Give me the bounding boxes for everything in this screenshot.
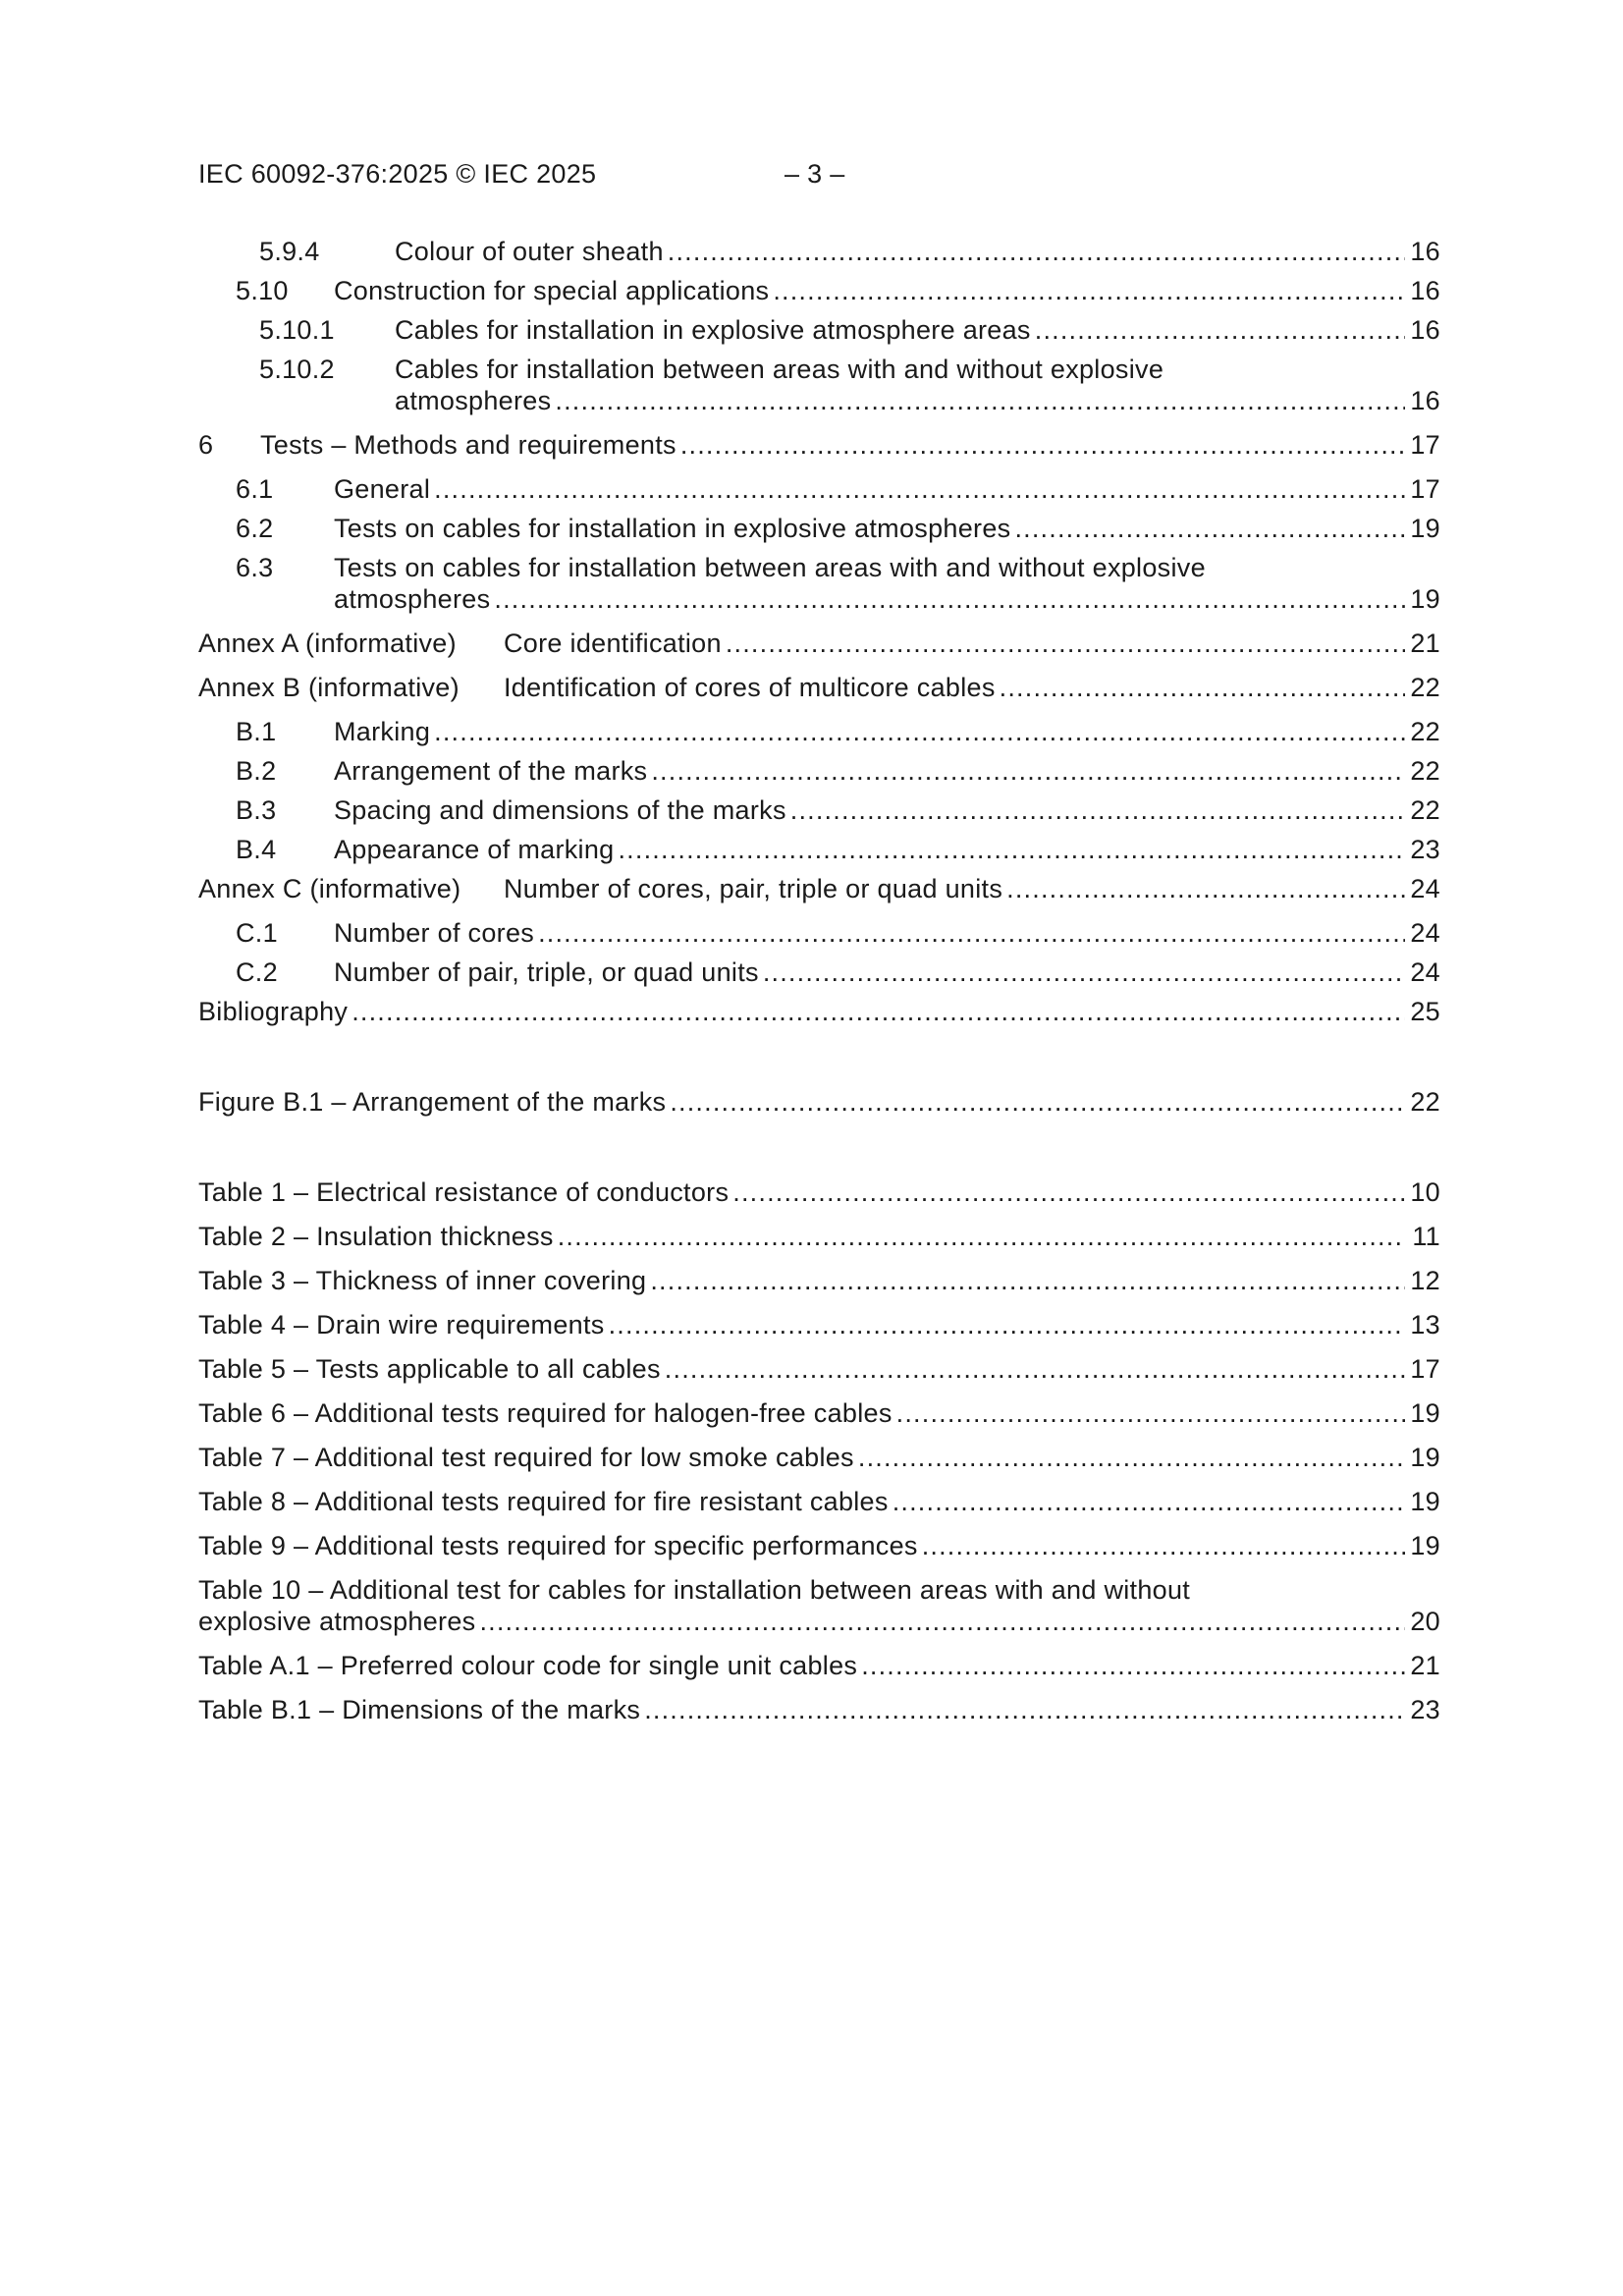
- toc-entry-number: 6.2: [236, 514, 274, 543]
- dot-leader: [555, 385, 1405, 416]
- list-of-tables-entry-5[interactable]: [198, 1353, 1440, 1385]
- toc-entry-title: Cables for installation in explosive atmosphere areas: [395, 314, 1035, 346]
- toc-entry-title: Arrangement of the marks: [334, 755, 651, 787]
- toc-entry-5-10[interactable]: [198, 275, 1440, 306]
- toc-entry-title: Number of cores: [334, 917, 538, 949]
- dot-leader: [558, 1221, 1405, 1252]
- toc-entry-title: Core identification: [504, 628, 726, 659]
- toc-entry-title: Colour of outer sheath: [395, 236, 668, 267]
- dot-leader: [494, 583, 1405, 615]
- toc-entry-title-line1: Tests on cables for installation between areas with and without explosive: [334, 553, 1206, 582]
- list-of-tables-entry-9[interactable]: [198, 1530, 1440, 1561]
- toc-entry-title: Tests on cables for installation in explosive atmospheres: [334, 513, 1014, 544]
- toc-entry-number: B.3: [236, 795, 277, 825]
- toc-entry-number: Annex B (informative): [198, 673, 460, 702]
- toc-entry-number: 6.3: [236, 553, 274, 582]
- dot-leader: [896, 1397, 1405, 1429]
- toc-entry-page: 19: [1410, 514, 1440, 543]
- list-of-figures-entry-b-1[interactable]: [198, 1086, 1440, 1118]
- dot-leader: [726, 628, 1405, 659]
- toc-entry-page: 22: [1410, 717, 1440, 746]
- table-entry-page: 20: [1410, 1607, 1440, 1636]
- toc-entry-6-3[interactable]: [198, 552, 1440, 615]
- table-entry-page: 19: [1410, 1443, 1440, 1472]
- toc-entry-page: 16: [1410, 386, 1440, 415]
- toc-entry-5-9-4[interactable]: [198, 236, 1440, 267]
- toc-entry-c-2[interactable]: [198, 957, 1440, 988]
- toc-entry-number: Annex C (informative): [198, 874, 461, 903]
- table-entry-page: 19: [1410, 1531, 1440, 1560]
- toc-entry-number: B.1: [236, 717, 277, 746]
- toc-entry-title: Tests – Methods and requirements: [260, 429, 680, 461]
- toc-entry-page: 22: [1410, 795, 1440, 825]
- toc-entry-number: Annex A (informative): [198, 629, 457, 658]
- dot-leader: [680, 429, 1405, 461]
- toc-entry-title-line2: atmospheres: [395, 385, 555, 416]
- dot-leader: [763, 957, 1405, 988]
- dot-leader: [609, 1309, 1405, 1340]
- table-entry-title: Table 8 – Additional tests required for fire resistant cables: [198, 1486, 893, 1517]
- list-of-tables-entry-6[interactable]: [198, 1397, 1440, 1429]
- page-header: [198, 159, 845, 190]
- toc-entry-page: 21: [1410, 629, 1440, 658]
- toc-entry-b-4[interactable]: [198, 834, 1440, 865]
- dot-leader: [665, 1353, 1405, 1385]
- toc-entry-5-10-2[interactable]: [198, 354, 1440, 416]
- toc-entry-title: Number of pair, triple, or quad units: [334, 957, 763, 988]
- dot-leader: [1014, 513, 1405, 544]
- toc-entry-title: Marking: [334, 716, 434, 747]
- dot-leader: [651, 755, 1405, 787]
- dot-leader: [618, 834, 1405, 865]
- toc-entry-page: 24: [1410, 957, 1440, 987]
- table-entry-page: 23: [1410, 1695, 1440, 1724]
- table-entry-title: Table 3 – Thickness of inner covering: [198, 1265, 650, 1296]
- toc-entry-page: 19: [1410, 584, 1440, 614]
- dot-leader: [650, 1265, 1405, 1296]
- toc-entry-number: 6.1: [236, 474, 274, 504]
- table-entry-page: 21: [1410, 1651, 1440, 1680]
- table-entry-title: Table A.1 – Preferred colour code for single unit cables: [198, 1650, 861, 1681]
- header-standard-id: IEC 60092-376:2025 © IEC 2025: [198, 159, 597, 189]
- dot-leader: [479, 1606, 1405, 1637]
- list-of-tables-entry-8[interactable]: [198, 1486, 1440, 1517]
- list-of-tables-entry-b-1[interactable]: [198, 1694, 1440, 1725]
- toc-entry-title: Identification of cores of multicore cables: [504, 672, 1000, 703]
- toc-entry-title: General: [334, 473, 434, 505]
- dot-leader: [670, 1086, 1405, 1118]
- dot-leader: [352, 996, 1405, 1027]
- toc-entry-6[interactable]: [198, 429, 1440, 461]
- table-entry-title: Table 1 – Electrical resistance of conductors: [198, 1176, 732, 1208]
- toc-entry-number: 5.10.1: [259, 315, 335, 345]
- table-of-contents: [198, 236, 1440, 1738]
- toc-entry-page: 17: [1410, 474, 1440, 504]
- toc-entry-c-1[interactable]: [198, 917, 1440, 949]
- table-entry-page: 19: [1410, 1487, 1440, 1516]
- toc-entry-page: 16: [1410, 276, 1440, 305]
- list-of-tables-entry-1[interactable]: [198, 1176, 1440, 1208]
- toc-entry-6-2[interactable]: [198, 513, 1440, 544]
- toc-entry-title: Number of cores, pair, triple or quad units: [504, 873, 1006, 904]
- table-entry-title-line2: explosive atmospheres: [198, 1606, 479, 1637]
- dot-leader: [732, 1176, 1405, 1208]
- toc-entry-number: 5.10: [236, 276, 289, 305]
- dot-leader: [1035, 314, 1405, 346]
- toc-entry-page: 22: [1410, 673, 1440, 702]
- figure-entry-title: Figure B.1 – Arrangement of the marks: [198, 1086, 670, 1118]
- toc-entry-b-2[interactable]: [198, 755, 1440, 787]
- dot-leader: [858, 1442, 1405, 1473]
- dot-leader: [1000, 672, 1405, 703]
- dot-leader: [893, 1486, 1405, 1517]
- table-entry-title: Table 7 – Additional test required for low smoke cables: [198, 1442, 858, 1473]
- table-entry-page: 12: [1410, 1266, 1440, 1295]
- toc-entry-page: 16: [1410, 237, 1440, 266]
- table-entry-page: 19: [1410, 1398, 1440, 1428]
- table-entry-page: 11: [1412, 1222, 1440, 1251]
- toc-entry-number: C.2: [236, 957, 278, 987]
- table-entry-page: 10: [1410, 1177, 1440, 1207]
- list-of-tables-entry-4[interactable]: [198, 1309, 1440, 1340]
- toc-entry-page: 24: [1410, 874, 1440, 903]
- dot-leader: [434, 716, 1405, 747]
- toc-entry-5-10-1[interactable]: [198, 314, 1440, 346]
- toc-entry-number: 5.9.4: [259, 237, 320, 266]
- dot-leader: [1006, 873, 1405, 904]
- list-of-tables-entry-10[interactable]: [198, 1574, 1440, 1637]
- toc-entry-number: 6: [198, 430, 214, 460]
- table-entry-title: Table 5 – Tests applicable to all cables: [198, 1353, 665, 1385]
- toc-entry-title: Bibliography: [198, 996, 352, 1027]
- toc-entry-page: 17: [1410, 430, 1440, 460]
- table-entry-title: Table 4 – Drain wire requirements: [198, 1309, 609, 1340]
- toc-entry-number: 5.10.2: [259, 355, 335, 384]
- dot-leader: [668, 236, 1405, 267]
- toc-entry-page: 25: [1410, 997, 1440, 1026]
- list-of-tables-entry-3[interactable]: [198, 1265, 1440, 1296]
- dot-leader: [861, 1650, 1405, 1681]
- dot-leader: [644, 1694, 1405, 1725]
- toc-entry-annex-a[interactable]: [198, 628, 1440, 659]
- table-entry-title: Table 9 – Additional tests required for specific performances: [198, 1530, 922, 1561]
- toc-entry-number: B.2: [236, 756, 277, 786]
- toc-entry-b-1[interactable]: [198, 716, 1440, 747]
- table-entry-title: Table 6 – Additional tests required for halogen-free cables: [198, 1397, 896, 1429]
- header-page-number: – 3 –: [784, 159, 845, 189]
- figure-entry-page: 22: [1410, 1087, 1440, 1117]
- toc-entry-page: 24: [1410, 918, 1440, 948]
- toc-entry-page: 23: [1410, 835, 1440, 864]
- list-of-tables-entry-7[interactable]: [198, 1442, 1440, 1473]
- toc-entry-title: Construction for special applications: [334, 275, 773, 306]
- toc-entry-title-line2: atmospheres: [334, 583, 494, 615]
- dot-leader: [434, 473, 1405, 505]
- toc-entry-annex-c[interactable]: [198, 873, 1440, 904]
- toc-entry-number: C.1: [236, 918, 278, 948]
- dot-leader: [538, 917, 1405, 949]
- toc-entry-title: Spacing and dimensions of the marks: [334, 794, 790, 826]
- list-of-tables-entry-2[interactable]: [198, 1221, 1440, 1252]
- toc-entry-title: Appearance of marking: [334, 834, 618, 865]
- table-entry-page: 17: [1410, 1354, 1440, 1384]
- dot-leader: [790, 794, 1405, 826]
- list-of-tables-entry-a-1[interactable]: [198, 1650, 1440, 1681]
- toc-entry-annex-b[interactable]: [198, 672, 1440, 703]
- toc-entry-title-line1: Cables for installation between areas with and without explosive: [395, 355, 1164, 384]
- toc-entry-page: 22: [1410, 756, 1440, 786]
- table-entry-title: Table B.1 – Dimensions of the marks: [198, 1694, 644, 1725]
- toc-entry-b-3[interactable]: [198, 794, 1440, 826]
- table-entry-page: 13: [1410, 1310, 1440, 1339]
- table-entry-title: Table 2 – Insulation thickness: [198, 1221, 558, 1252]
- toc-entry-bibliography[interactable]: [198, 996, 1440, 1027]
- toc-entry-page: 16: [1410, 315, 1440, 345]
- toc-entry-6-1[interactable]: [198, 473, 1440, 505]
- toc-entry-number: B.4: [236, 835, 277, 864]
- dot-leader: [922, 1530, 1405, 1561]
- table-entry-title-line1: Table 10 – Additional test for cables for installation between areas with and without: [198, 1575, 1191, 1605]
- dot-leader: [773, 275, 1405, 306]
